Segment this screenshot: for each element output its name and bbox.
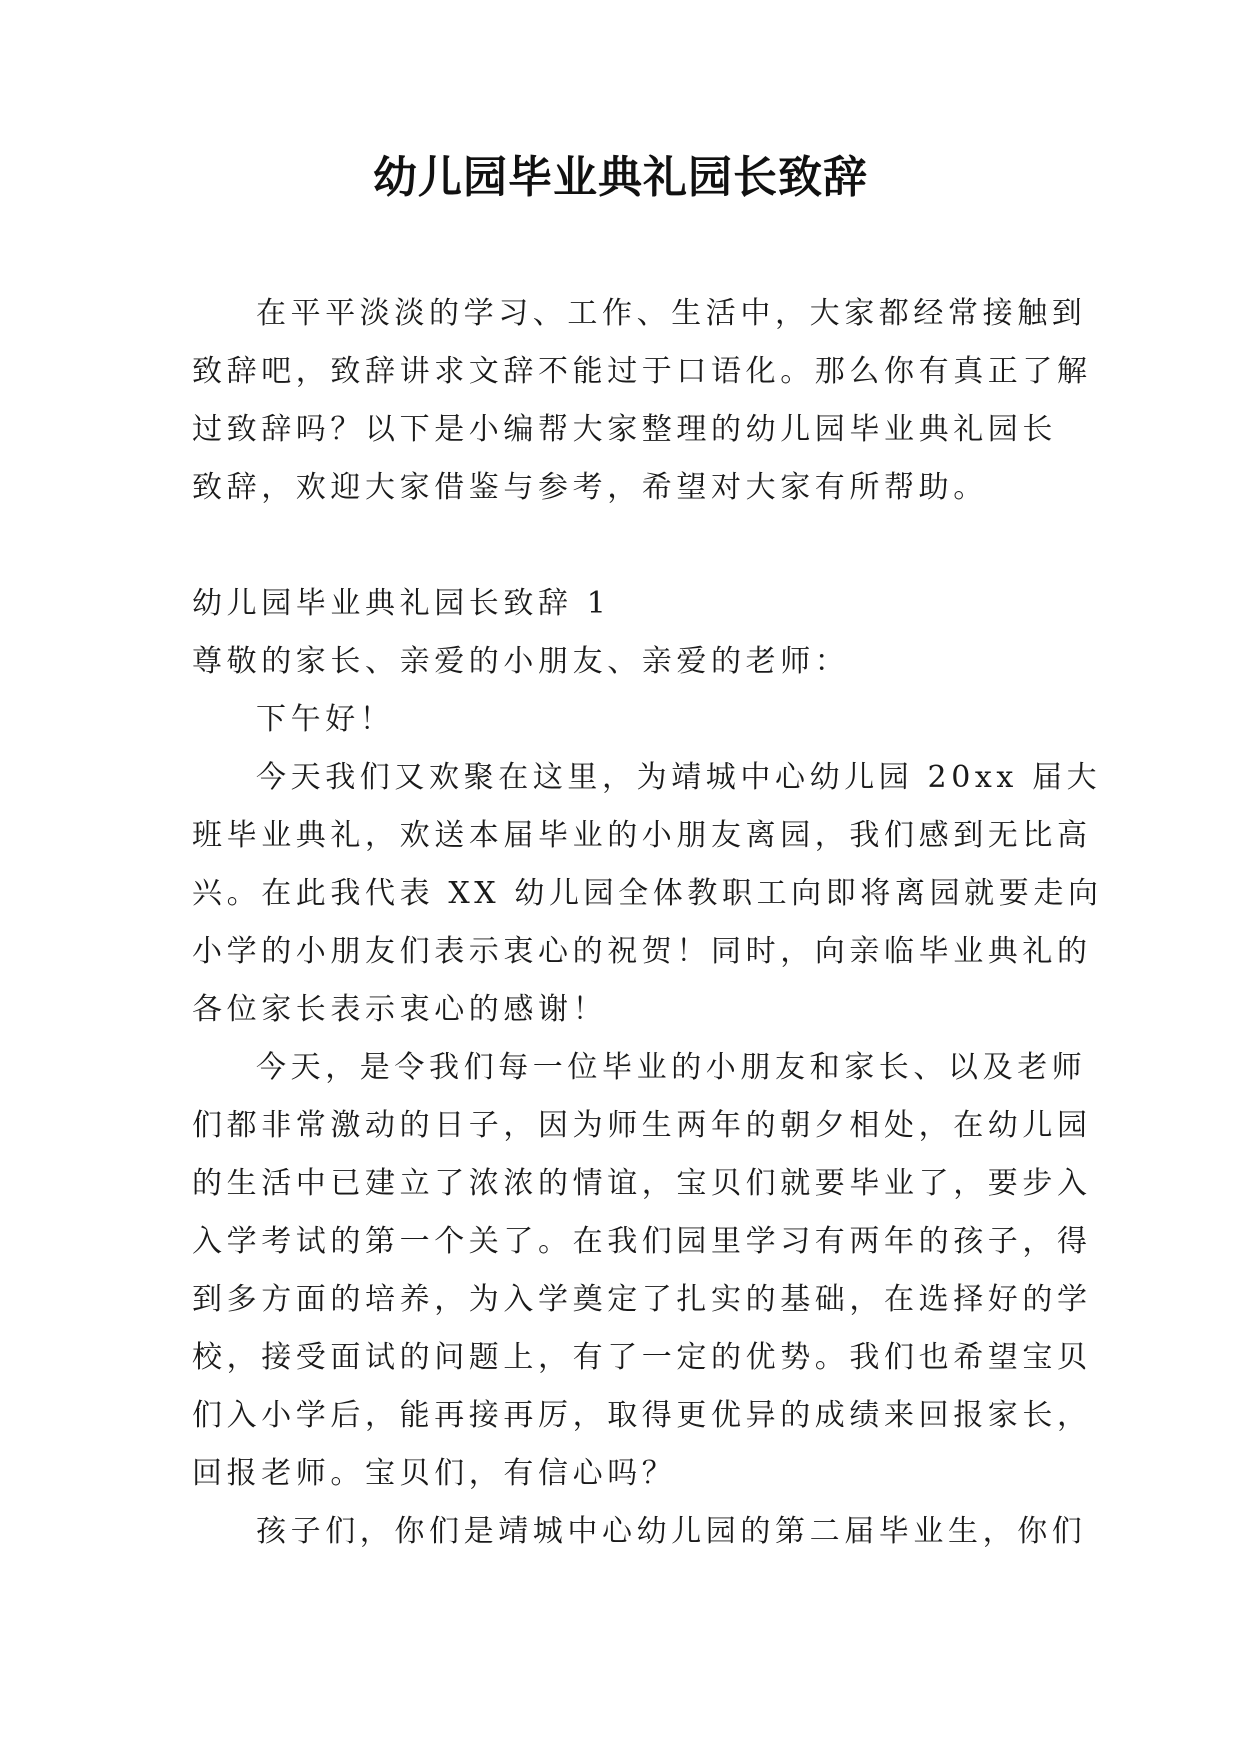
paragraph-line: 回报老师。宝贝们，有信心吗？ xyxy=(192,1456,677,1491)
document-body xyxy=(192,285,1103,1561)
paragraph-line: 各位家长表示衷心的感谢！ xyxy=(192,992,608,1027)
intro-line: 过致辞吗？以下是小编帮大家整理的幼儿园毕业典礼园长 xyxy=(192,412,1057,447)
paragraph-line: 兴。在此我代表 XX 幼儿园全体教职工向即将离园就要走向 xyxy=(192,876,1103,911)
paragraph-line: 到多方面的培养，为入学奠定了扎实的基础，在选择好的学 xyxy=(192,1282,1092,1317)
intro-paragraph xyxy=(192,285,1092,517)
paragraph-line: 孩子们，你们是靖城中心幼儿园的第二届毕业生，你们 xyxy=(256,1514,1087,1549)
paragraph-line: 小学的小朋友们表示衷心的祝贺！同时，向亲临毕业典礼的 xyxy=(192,934,1092,969)
paragraph-line: 今天，是令我们每一位毕业的小朋友和家长、以及老师 xyxy=(256,1050,1087,1085)
page-title: 幼儿园毕业典礼园长致辞 xyxy=(373,152,868,203)
paragraph-line: 校，接受面试的问题上，有了一定的优势。我们也希望宝贝 xyxy=(192,1340,1092,1375)
section-heading: 幼儿园毕业典礼园长致辞 1 xyxy=(192,586,611,621)
paragraph-1 xyxy=(192,749,1103,1039)
salutation: 尊敬的家长、亲爱的小朋友、亲爱的老师： xyxy=(192,644,850,679)
paragraph-line: 的生活中已建立了浓浓的情谊，宝贝们就要毕业了，要步入 xyxy=(192,1166,1092,1201)
intro-line: 致辞吧，致辞讲求文辞不能过于口语化。那么你有真正了解 xyxy=(192,354,1092,389)
intro-line: 在平平淡淡的学习、工作、生活中，大家都经常接触到 xyxy=(256,296,1087,331)
paragraph-line: 今天我们又欢聚在这里，为靖城中心幼儿园 20xx 届大 xyxy=(256,760,1102,795)
greeting: 下午好！ xyxy=(256,702,395,737)
paragraph-line: 们入小学后，能再接再厉，取得更优异的成绩来回报家长， xyxy=(192,1398,1092,1433)
paragraph-line: 们都非常激动的日子，因为师生两年的朝夕相处，在幼儿园 xyxy=(192,1108,1092,1143)
paragraph-2 xyxy=(192,1039,1092,1503)
paragraph-line: 入学考试的第一个关了。在我们园里学习有两年的孩子，得 xyxy=(192,1224,1092,1259)
section-spacer xyxy=(192,517,1072,575)
paragraph-3 xyxy=(192,1503,1087,1561)
paragraph-line: 班毕业典礼，欢送本届毕业的小朋友离园，我们感到无比高 xyxy=(192,818,1092,853)
intro-line: 致辞，欢迎大家借鉴与参考，希望对大家有所帮助。 xyxy=(192,470,988,505)
